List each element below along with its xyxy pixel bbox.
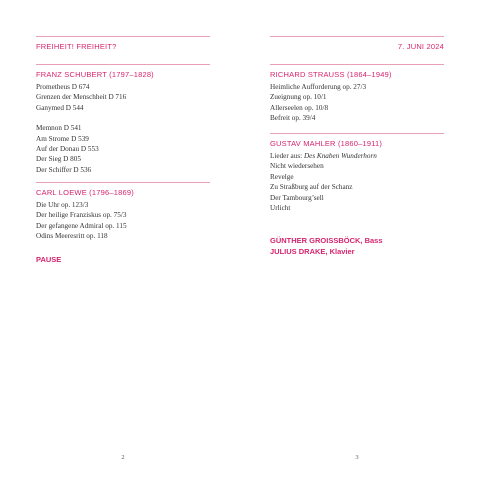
- divider: [36, 36, 210, 37]
- running-head: [270, 36, 444, 51]
- running-head-date: 7. JUNI 2024: [397, 42, 444, 51]
- work-item: Nicht wiedersehen: [270, 162, 324, 171]
- pause-label: PAUSE: [36, 255, 62, 264]
- mahler-section: [270, 133, 444, 213]
- performer-singer: GÜNTHER GROISSBÖCK, Bass: [270, 236, 383, 245]
- work-item: Befreit op. 39/4: [270, 114, 316, 123]
- work-item: Heimliche Aufforderung op. 27/3: [270, 83, 367, 91]
- work-item: Auf der Donau D 553: [36, 145, 99, 154]
- divider: [270, 64, 444, 65]
- divider: [270, 133, 444, 134]
- schubert-section: [36, 64, 210, 175]
- composer-heading: GUSTAV MAHLER (1860–1911): [270, 139, 383, 148]
- work-item: Grenzen der Menschheit D 716: [36, 93, 127, 102]
- loewe-section: [36, 182, 210, 242]
- work-item: Prometheus D 674: [36, 83, 90, 91]
- divider: [36, 64, 210, 65]
- work-item: Zu Straßburg auf der Schanz: [270, 183, 353, 192]
- performers: [270, 236, 383, 257]
- work-item: Der heilige Franziskus op. 75/3: [36, 211, 127, 220]
- composer-heading: RICHARD STRAUSS (1864–1949): [270, 70, 392, 79]
- work-item: Allerseelen op. 10/8: [270, 103, 329, 112]
- divider: [36, 182, 210, 183]
- work-item: Odins Meeresritt op. 118: [36, 232, 108, 241]
- work-item: Zueignung op. 10/1: [270, 93, 327, 102]
- cycle-title: Des Knaben Wunderhorn: [303, 152, 377, 160]
- work-item: Der gefangene Admiral op. 115: [36, 221, 127, 230]
- work-item: Urlicht: [270, 204, 291, 213]
- work-item: Der Tambourg’sell: [270, 193, 324, 202]
- cycle-intro: [270, 151, 444, 161]
- left-page: [36, 0, 210, 480]
- page-number: 3: [355, 454, 359, 461]
- work-item: Am Strome D 539: [36, 134, 89, 143]
- work-item: Der Schiffer D 536: [36, 165, 92, 174]
- work-item: Der Sieg D 805: [36, 155, 81, 164]
- composer-heading: FRANZ SCHUBERT (1797–1828): [36, 70, 154, 79]
- work-item: Ganymed D 544: [36, 103, 84, 112]
- running-head-title: FREIHEIT! FREIHEIT?: [36, 42, 117, 51]
- work-item: Memnon D 541: [36, 124, 82, 133]
- right-page: [270, 0, 444, 480]
- page-number: 2: [121, 454, 125, 461]
- running-head: [36, 36, 210, 51]
- divider: [270, 36, 444, 37]
- work-item: Revelge: [270, 172, 294, 181]
- performer-pianist: JULIUS DRAKE, Klavier: [270, 246, 355, 256]
- cycle-intro-prefix: Lieder aus:: [270, 152, 304, 160]
- work-item: Die Uhr op. 123/3: [36, 201, 89, 209]
- composer-heading: CARL LOEWE (1796–1869): [36, 188, 134, 197]
- strauss-section: [270, 64, 444, 124]
